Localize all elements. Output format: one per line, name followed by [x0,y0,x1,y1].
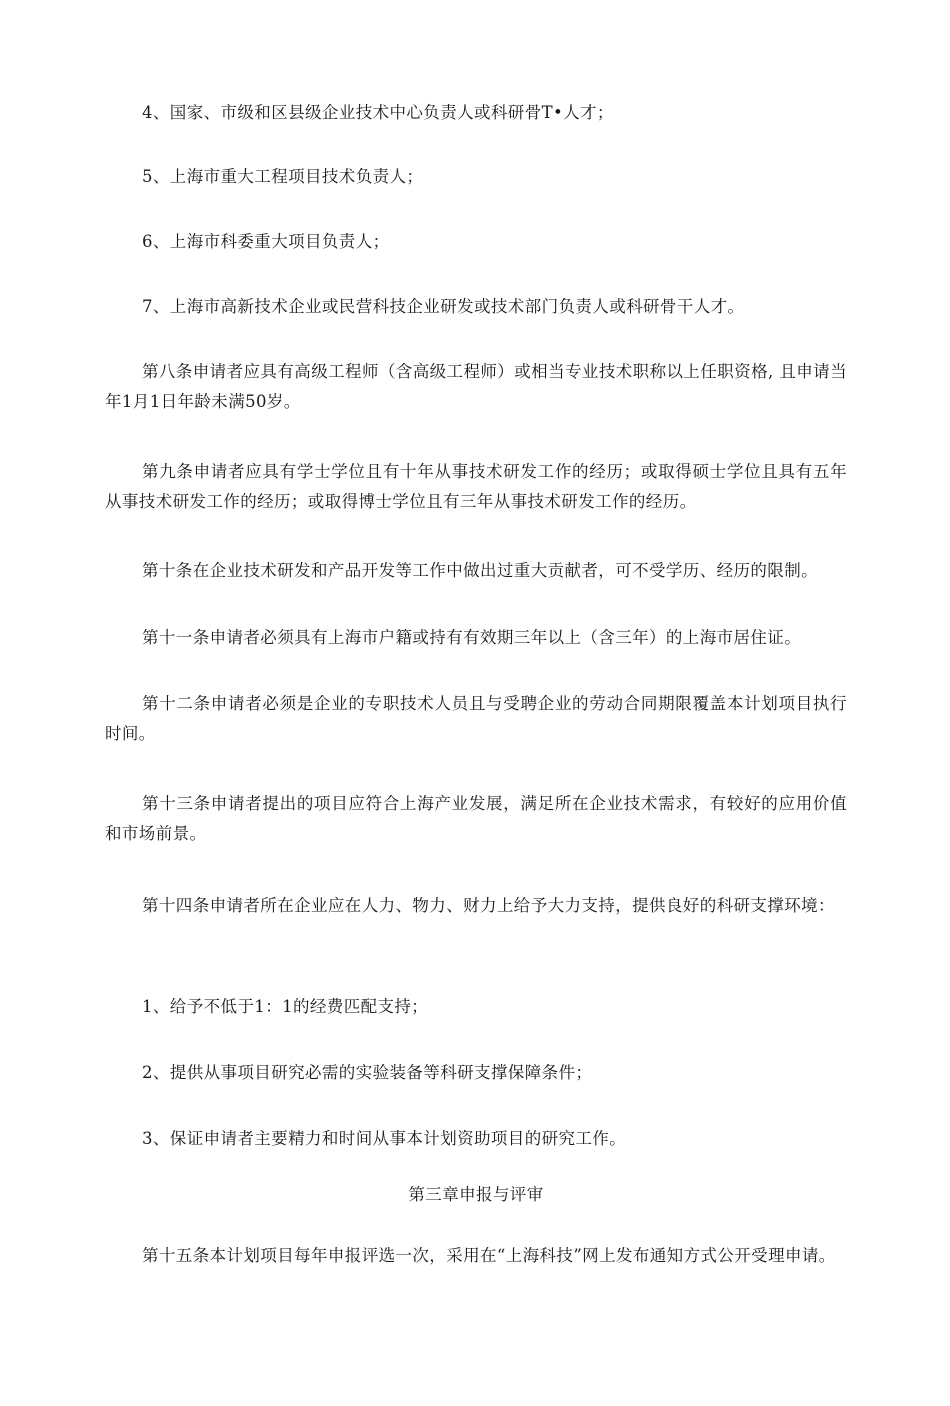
list-item: 5、上海市重大工程项目技术负责人； [142,167,424,186]
chapter-heading: 第三章申报与评审 [408,1185,544,1204]
list-item: 6、上海市科委重大项目负责人； [142,232,390,251]
article-12: 第十二条申请者必须是企业的专职技术人员且与受聘企业的劳动合同期限覆盖本计划项目执行时间。 [105,694,847,743]
article-8: 第八条申请者应具有高级工程师（含高级工程师）或相当专业技术职称以上任职资格, 且申请当年1月1日年龄未满50岁。 [105,362,847,411]
article-9: 第九条申请者应具有学士学位且有十年从事技术研发工作的经历；或取得硕士学位且具有五年从事技术研发工作的经历；或取得博士学位且有三年从事技术研发工作的经历。 [105,462,847,511]
list-item: 2、提供从事项目研究必需的实验装备等科研支撑保障条件； [142,1063,593,1082]
article-15: 第十五条本计划项目每年申报评选一次，采用在“上海科技”网上发布通知方式公开受理申请。 [142,1246,836,1265]
list-item: 7、上海市高新技术企业或民营科技企业研发或技术部门负责人或科研骨干人才。 [142,297,745,316]
list-item: 1、给予不低于1：1的经费匹配支持； [142,997,429,1016]
list-item: 3、保证申请者主要精力和时间从事本计划资助项目的研究工作。 [142,1129,627,1148]
list-item: 4、国家、市级和区县级企业技术中心负责人或科研骨T•人才； [142,103,614,122]
article-10: 第十条在企业技术研发和产品开发等工作中做出过重大贡献者，可不受学历、经历的限制。 [142,561,818,580]
article-13: 第十三条申请者提出的项目应符合上海产业发展，满足所在企业技术需求，有较好的应用价值和市场前景。 [105,794,847,843]
article-11: 第十一条申请者必须具有上海市户籍或持有有效期三年以上（含三年）的上海市居住证。 [142,628,802,647]
article-14: 第十四条申请者所在企业应在人力、物力、财力上给予大力支持，提供良好的科研支撑环境： [142,896,835,915]
